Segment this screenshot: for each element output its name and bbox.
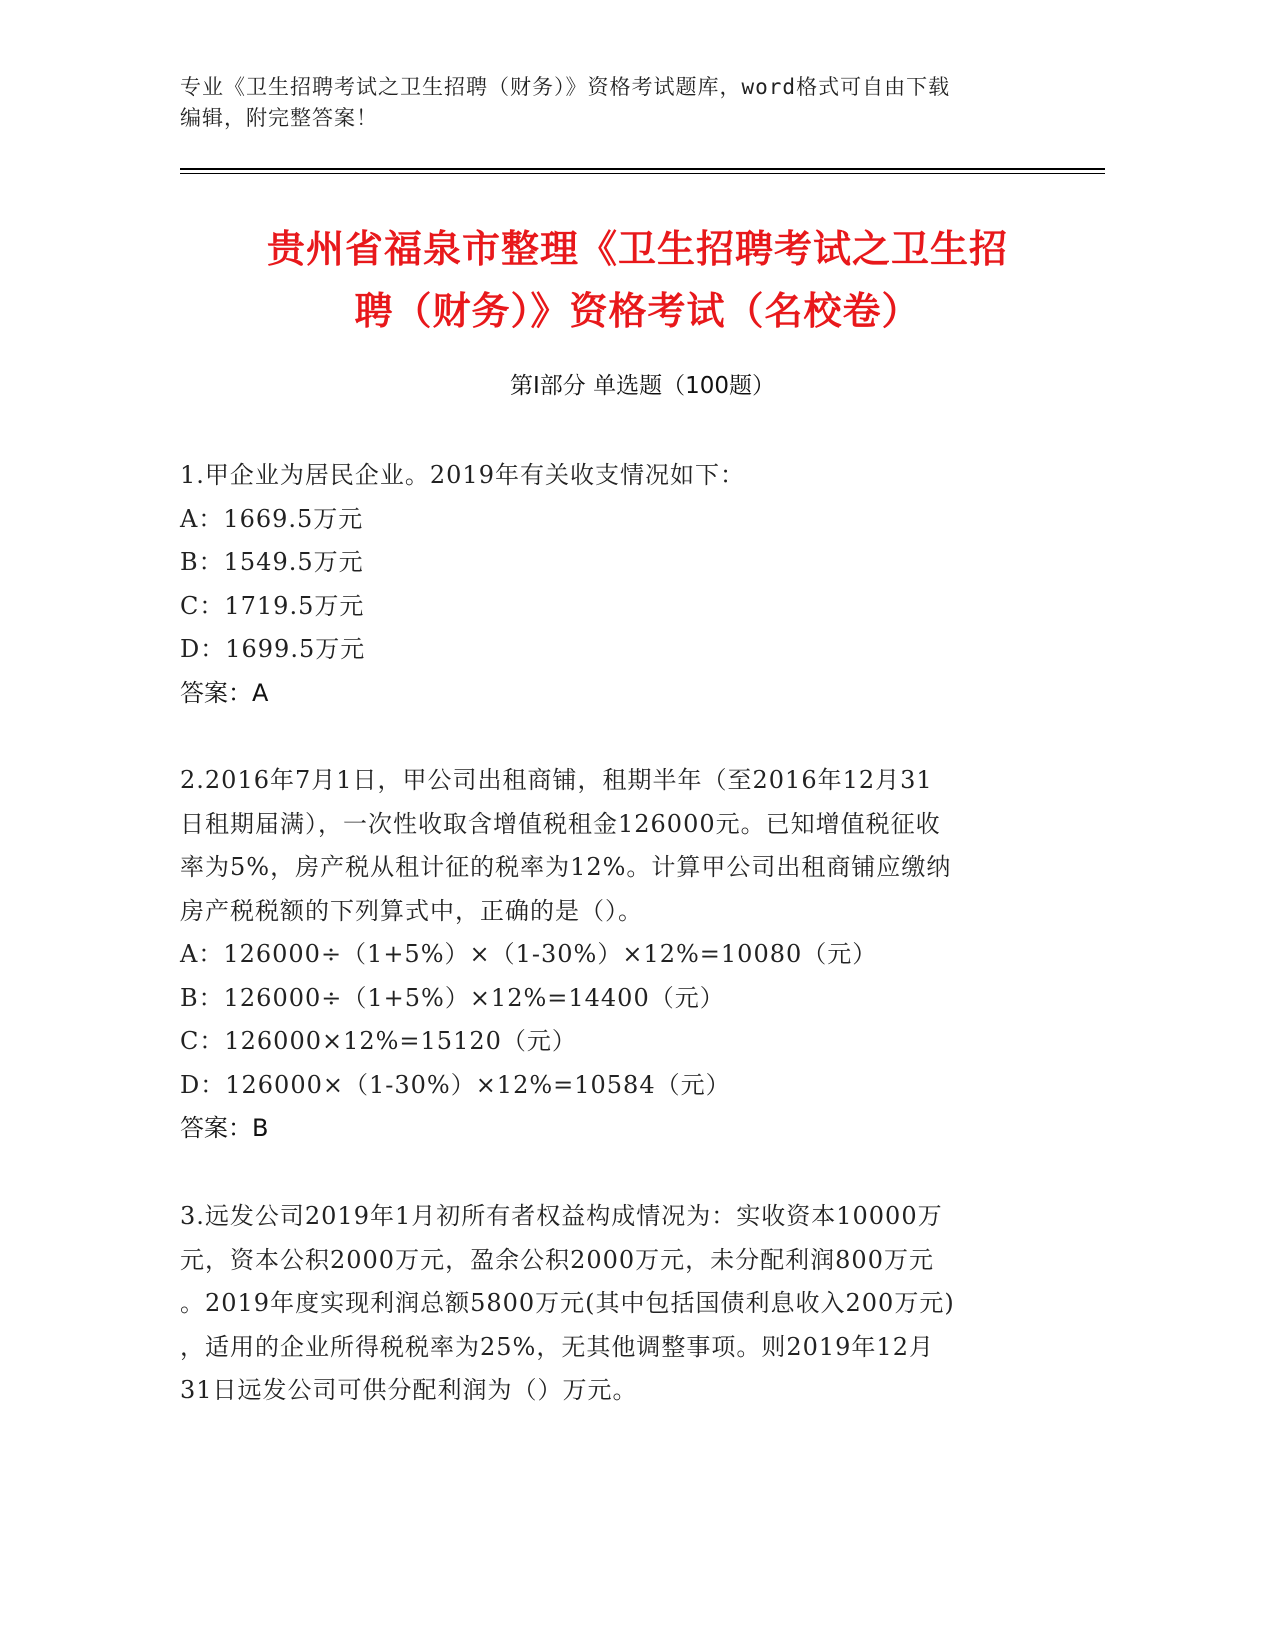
question-stem-line: 1.甲企业为居民企业。2019年有关收支情况如下： (180, 461, 745, 489)
question-stem-line: 2.2016年7月1日，甲公司出租商铺，租期半年（至2016年12月31 (180, 766, 933, 794)
document-title-line-2: 聘（财务）》资格考试（名校卷） (354, 289, 921, 333)
header-rule-thin (180, 173, 1105, 174)
question-stem-line: ，适用的企业所得税税率为25%，无其他调整事项。则2019年12月 (180, 1332, 934, 1361)
option-c: C：1719.5万元 (180, 591, 365, 620)
option-c: C：126000×12%=15120（元） (180, 1027, 577, 1055)
answer-label: 答案：B (180, 1114, 269, 1142)
question-stem-line: 。2019年度实现利润总额5800万元(其中包括国债利息收入200万元) (180, 1289, 955, 1317)
option-b: B：126000÷（1+5%）×12%=14400（元） (180, 983, 725, 1012)
option-a: A：126000÷（1+5%）×（1-30%）×12%=10080（元） (180, 940, 878, 968)
question-stem-line: 房产税税额的下列算式中，正确的是（）。 (180, 896, 643, 925)
section-heading: 第Ⅰ部分 单选题（100题） (510, 373, 775, 399)
header-rule-thick (180, 168, 1105, 170)
question-stem-line: 3.远发公司2019年1月初所有者权益构成情况为：实收资本10000万 (180, 1202, 943, 1230)
option-b: B：1549.5万元 (180, 548, 364, 576)
document-title (150, 218, 1125, 342)
option-a: A：1669.5万元 (180, 504, 364, 533)
header-note-line-2: 编辑，附完整答案！ (180, 106, 378, 130)
header-note (180, 72, 1060, 134)
question-stem-line: 31日远发公司可供分配利润为（）万元。 (180, 1376, 638, 1404)
option-d: D：126000×（1-30%）×12%=10584（元） (180, 1070, 731, 1099)
header-note-line-1: 专业《卫生招聘考试之卫生招聘（财务）》资格考试题库，word格式可自由下载 (180, 75, 951, 99)
question-2 (180, 759, 1040, 1151)
option-d: D：1699.5万元 (180, 635, 366, 663)
question-stem-line: 日租期届满），一次性收取含增值税租金126000元。已知增值税征收 (180, 809, 941, 838)
answer-label: 答案：A (180, 678, 269, 707)
document-title-line-1: 贵州省福泉市整理《卫生招聘考试之卫生招 (266, 227, 1008, 271)
question-1 (180, 454, 1040, 715)
question-stem-line: 元，资本公积2000万元，盈余公积2000万元，未分配利润800万元 (180, 1245, 934, 1274)
question-3 (180, 1195, 1040, 1413)
question-stem-line: 率为5%，房产税从租计征的税率为12%。计算甲公司出租商铺应缴纳 (180, 853, 952, 881)
